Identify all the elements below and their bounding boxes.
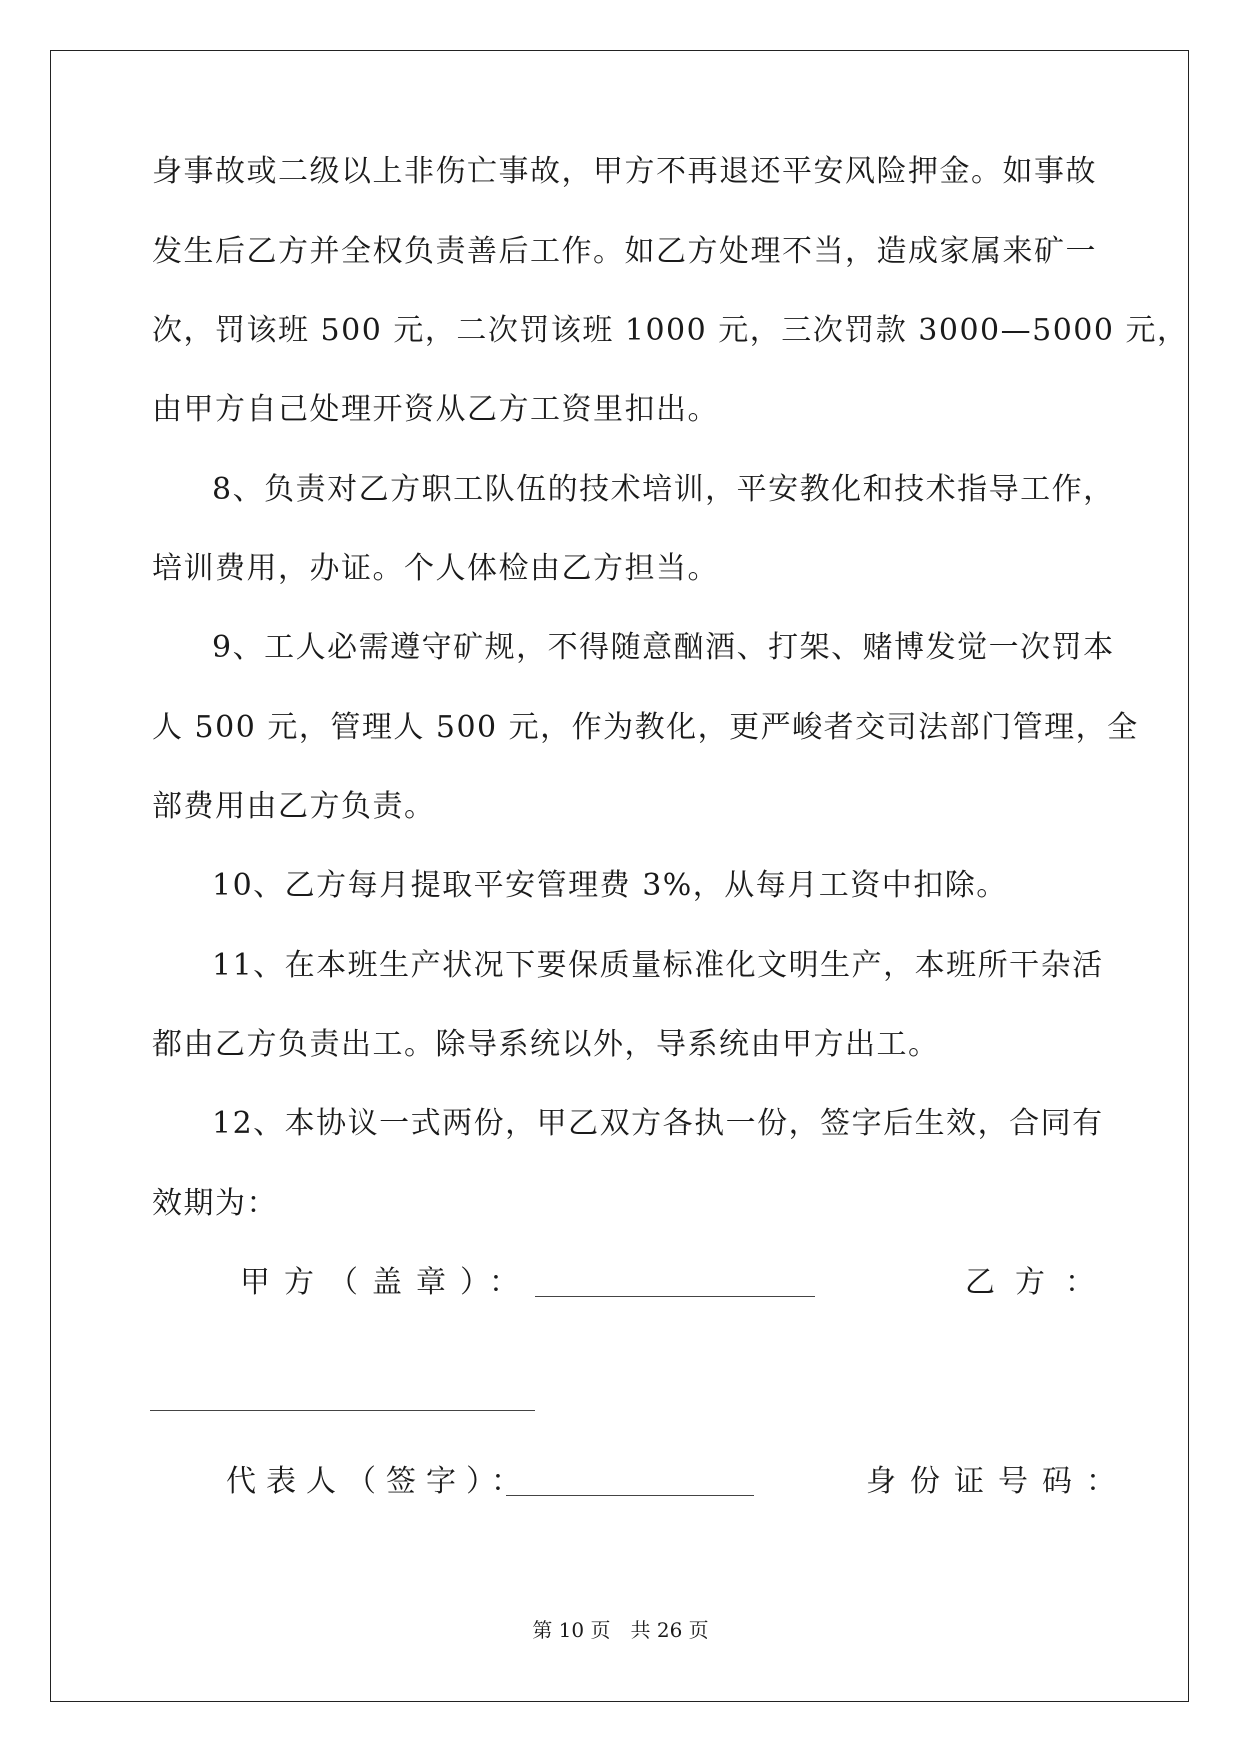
text-line: 由甲方自己处理开资从乙方工资里扣出。 (152, 392, 719, 427)
party-a-signature-line (535, 1296, 815, 1297)
paragraph-9: 9、工人必需遵守矿规，不得随意酗酒、打架、赌博发觉一次罚本 (212, 630, 1115, 665)
representative-label: 代表人（签字）： (226, 1464, 531, 1499)
party-b-signature-line (150, 1410, 535, 1411)
paragraph-11: 11、在本班生产状况下要保质量标准化文明生产，本班所干杂活 (212, 948, 1104, 983)
id-number-label: 身份证号码： (866, 1464, 1130, 1499)
paragraph-8: 8、负责对乙方职工队伍的技术培训，平安教化和技术指导工作， (212, 472, 1115, 507)
representative-signature-line (506, 1495, 754, 1496)
text-line: 发生后乙方并全权负责善后工作。如乙方处理不当，造成家属来矿一 (152, 234, 1097, 269)
text-line: 都由乙方负责出工。除导系统以外，导系统由甲方出工。 (152, 1027, 940, 1062)
party-b-label: 乙方： (965, 1265, 1115, 1300)
paragraph-10: 10、乙方每月提取平安管理费 3%，从每月工资中扣除。 (212, 868, 1008, 903)
paragraph-12: 12、本协议一式两份，甲乙双方各执一份，签字后生效，合同有 (212, 1106, 1104, 1141)
text-line: 培训费用，办证。个人体检由乙方担当。 (152, 551, 719, 586)
text-line: 次，罚该班 500 元，二次罚该班 1000 元，三次罚款 3000—5000 元， (152, 313, 1189, 348)
text-line: 身事故或二级以上非伤亡事故，甲方不再退还平安风险押金。如事故 (152, 154, 1097, 189)
text-line: 部费用由乙方负责。 (152, 789, 436, 824)
party-a-label: 甲方（盖章）： (240, 1265, 533, 1300)
text-line: 效期为： (152, 1186, 278, 1221)
page-number: 第 10 页 共 26 页 (532, 1618, 709, 1642)
text-line: 人 500 元，管理人 500 元，作为教化，更严峻者交司法部门管理，全 (152, 710, 1139, 745)
